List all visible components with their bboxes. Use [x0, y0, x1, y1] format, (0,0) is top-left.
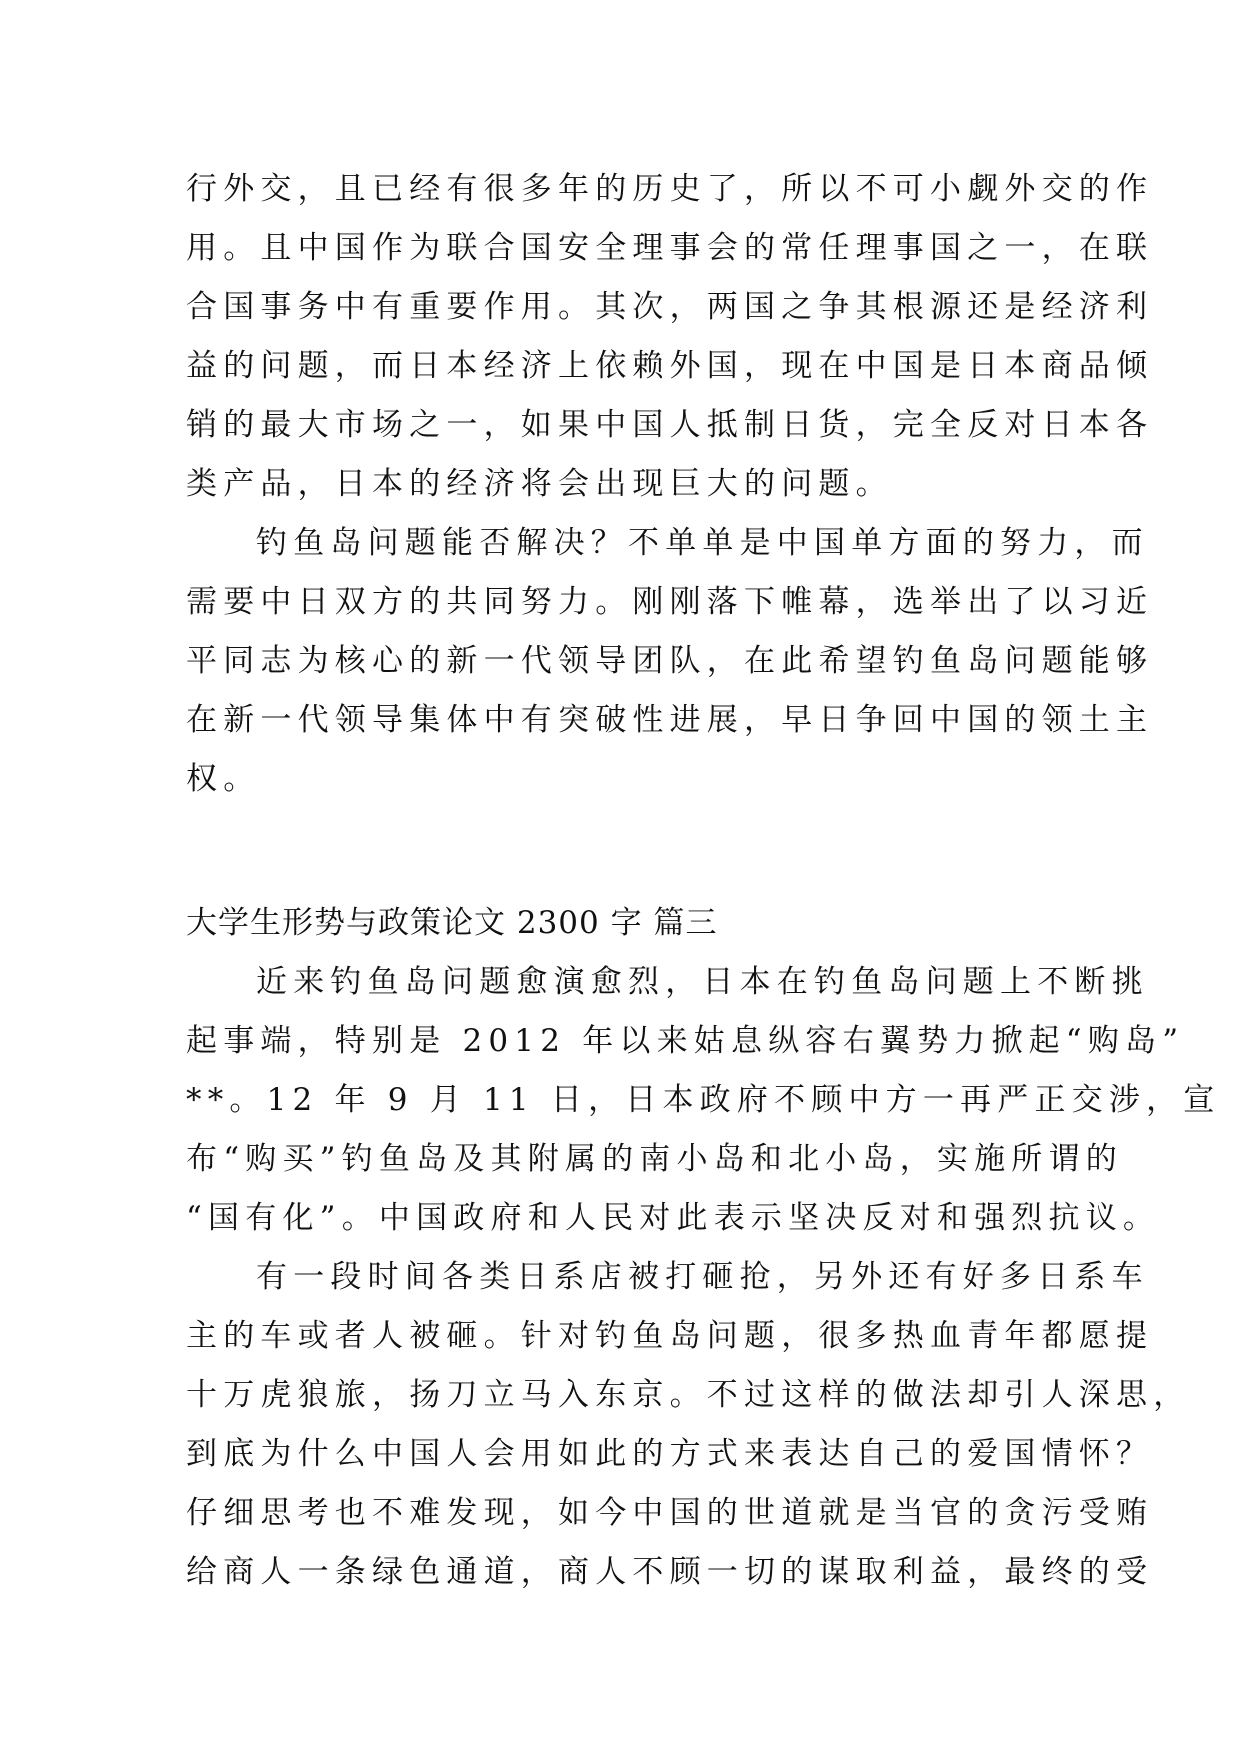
paragraph: [186, 1248, 1191, 1602]
paragraph: [186, 514, 1154, 809]
text-line: 十万虎狼旅，扬刀立马入东京。不过这样的做法却引人深思，: [186, 1377, 1191, 1413]
document-page: [186, 160, 1221, 1602]
paragraph: [186, 160, 1154, 514]
text-line: 有一段时间各类日系店被打砸抢，另外还有好多日系车: [256, 1259, 1149, 1295]
text-line: 给商人一条绿色通道，商人不顾一切的谋取利益，最终的受: [186, 1554, 1154, 1590]
text-line: 权。: [186, 761, 261, 797]
text-line: 仔细思考也不难发现，如今中国的世道就是当官的贪污受贿: [186, 1495, 1154, 1531]
text-line: 类产品，日本的经济将会出现巨大的问题。: [186, 466, 893, 502]
text-line: 到底为什么中国人会用如此的方式来表达自己的爱国情怀？: [186, 1436, 1154, 1472]
text-line: 近来钓鱼岛问题愈演愈烈，日本在钓鱼岛问题上不断挑: [256, 964, 1149, 1000]
text-line: 在新一代领导集体中有突破性进展，早日争回中国的领土主: [186, 702, 1154, 738]
text-line: 起事端，特别是 2012 年以来姑息纵容右翼势力掀起“购岛”: [186, 1023, 1185, 1059]
section-gap: [186, 809, 1046, 894]
text-line: 合国事务中有重要作用。其次，两国之争其根源还是经济利: [186, 289, 1154, 325]
text-line: 布“购买”钓鱼岛及其附属的南小岛和北小岛，实施所谓的: [186, 1141, 1123, 1177]
text-line: 益的问题，而日本经济上依赖外国，现在中国是日本商品倾: [186, 348, 1154, 384]
text-line: 销的最大市场之一，如果中国人抵制日货，完全反对日本各: [186, 407, 1154, 443]
paragraph: [186, 953, 1221, 1248]
text-line: 用。且中国作为联合国安全理事会的常任理事国之一，在联: [186, 230, 1154, 266]
text-line: 钓鱼岛问题能否解决？不单单是中国单方面的努力，而: [256, 525, 1149, 561]
text-line: 需要中日双方的共同努力。刚刚落下帷幕，选举出了以习近: [186, 584, 1154, 620]
section-heading: 大学生形势与政策论文 2300 字 篇三: [186, 905, 718, 941]
text-line: 主的车或者人被砸。针对钓鱼岛问题，很多热血青年都愿提: [186, 1318, 1154, 1354]
text-line: “国有化”。中国政府和人民对此表示坚决反对和强烈抗议。: [186, 1200, 1161, 1236]
text-line: 平同志为核心的新一代领导团队，在此希望钓鱼岛问题能够: [186, 643, 1154, 679]
text-line: **。12 年 9 月 11 日，日本政府不顾中方一再严正交涉，宣: [186, 1082, 1221, 1118]
text-line: 行外交，且已经有很多年的历史了，所以不可小觑外交的作: [186, 171, 1154, 207]
